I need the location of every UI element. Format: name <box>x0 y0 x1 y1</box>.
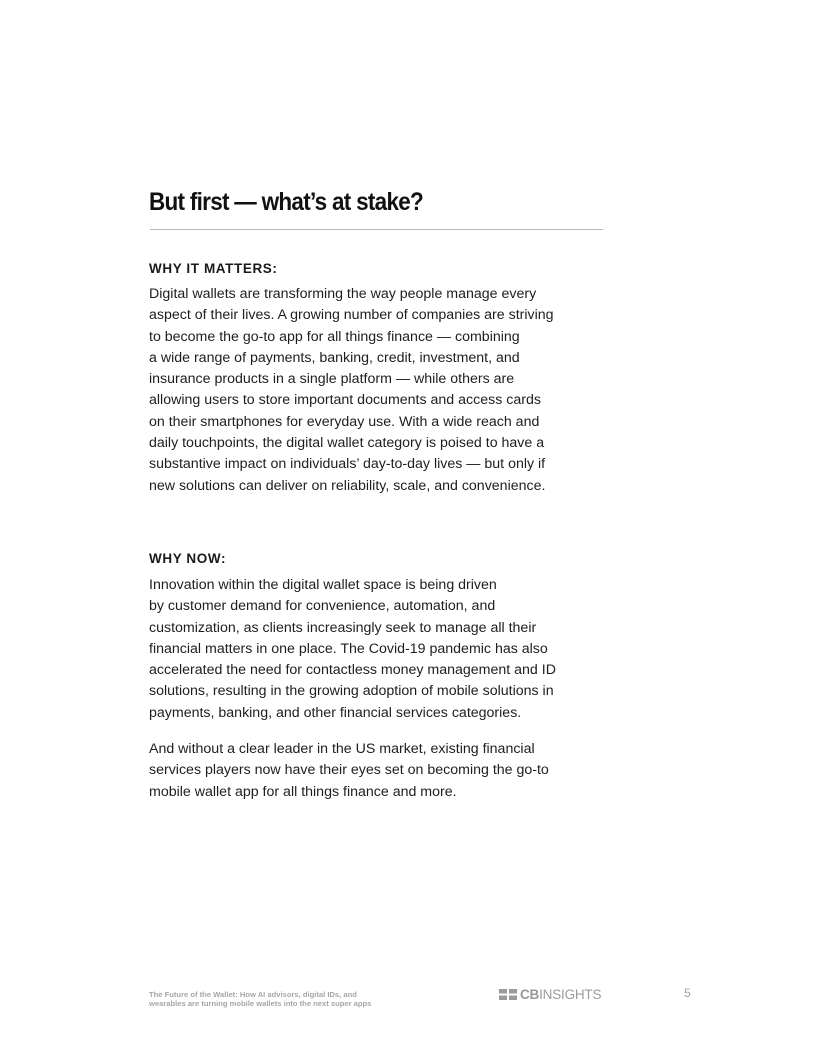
paragraph-line: financial matters in one place. The Covid-19 pandemic has also <box>149 640 548 657</box>
paragraph-line: aspect of their lives. A growing number of companies are striving <box>149 307 554 324</box>
paragraph-line: new solutions can deliver on reliability, scale, and convenience. <box>149 477 546 494</box>
paragraph-line: daily touchpoints, the digital wallet category is poised to have a <box>149 435 545 452</box>
paragraph-line: insurance products in a single platform — while others are <box>149 371 515 388</box>
paragraph-line: on their smartphones for everyday use. With a wide reach and <box>149 413 540 430</box>
logo-wordmark-light: INSIGHTS <box>539 986 602 1002</box>
paragraph-line: payments, banking, and other financial services categories. <box>149 704 522 721</box>
section-heading-why-now: WHY NOW: <box>149 551 227 566</box>
paragraph-line: mobile wallet app for all things finance and more. <box>149 783 457 800</box>
why-now-paragraph-1 <box>149 575 556 724</box>
paragraph-line: Innovation within the digital wallet space is being driven <box>149 577 497 593</box>
page-title: But first — what’s at stake? <box>149 188 424 216</box>
title-divider <box>150 229 603 230</box>
footer-caption-line: The Future of the Wallet: How AI advisors, digital IDs, and <box>149 990 357 999</box>
why-it-matters-paragraph <box>149 284 554 497</box>
paragraph-line: substantive impact on individuals’ day-to-day lives — but only if <box>149 456 546 473</box>
paragraph-line: accelerated the need for contactless money management and ID <box>149 662 556 679</box>
footer-document-title <box>149 990 371 1008</box>
section-heading-why-it-matters: WHY IT MATTERS: <box>149 261 278 276</box>
paragraph-line: customization, as clients increasingly seek to manage all their <box>149 619 537 636</box>
paragraph-line: services players now have their eyes set on becoming the go-to <box>149 762 549 779</box>
logo-wordmark-bold: CB <box>520 986 540 1002</box>
paragraph-line: Digital wallets are transforming the way people manage every <box>149 286 537 302</box>
paragraph-line: to become the go-to app for all things finance — combining <box>149 328 520 345</box>
page-number: 5 <box>684 986 691 1000</box>
why-now-paragraph-2 <box>149 739 549 803</box>
paragraph-line: And without a clear leader in the US market, existing financial <box>149 741 535 757</box>
paragraph-line: allowing users to store important documents and access cards <box>149 392 541 409</box>
cb-insights-logo <box>499 986 601 1002</box>
paragraph-line: a wide range of payments, banking, credit, investment, and <box>149 349 520 366</box>
paragraph-line: by customer demand for convenience, automation, and <box>149 598 496 615</box>
logo-wordmark <box>520 987 601 1002</box>
cb-insights-mark-icon <box>499 989 517 1000</box>
footer-caption-line: wearables are turning mobile wallets into the next super apps <box>149 999 372 1008</box>
paragraph-line: solutions, resulting in the growing adoption of mobile solutions in <box>149 683 554 700</box>
